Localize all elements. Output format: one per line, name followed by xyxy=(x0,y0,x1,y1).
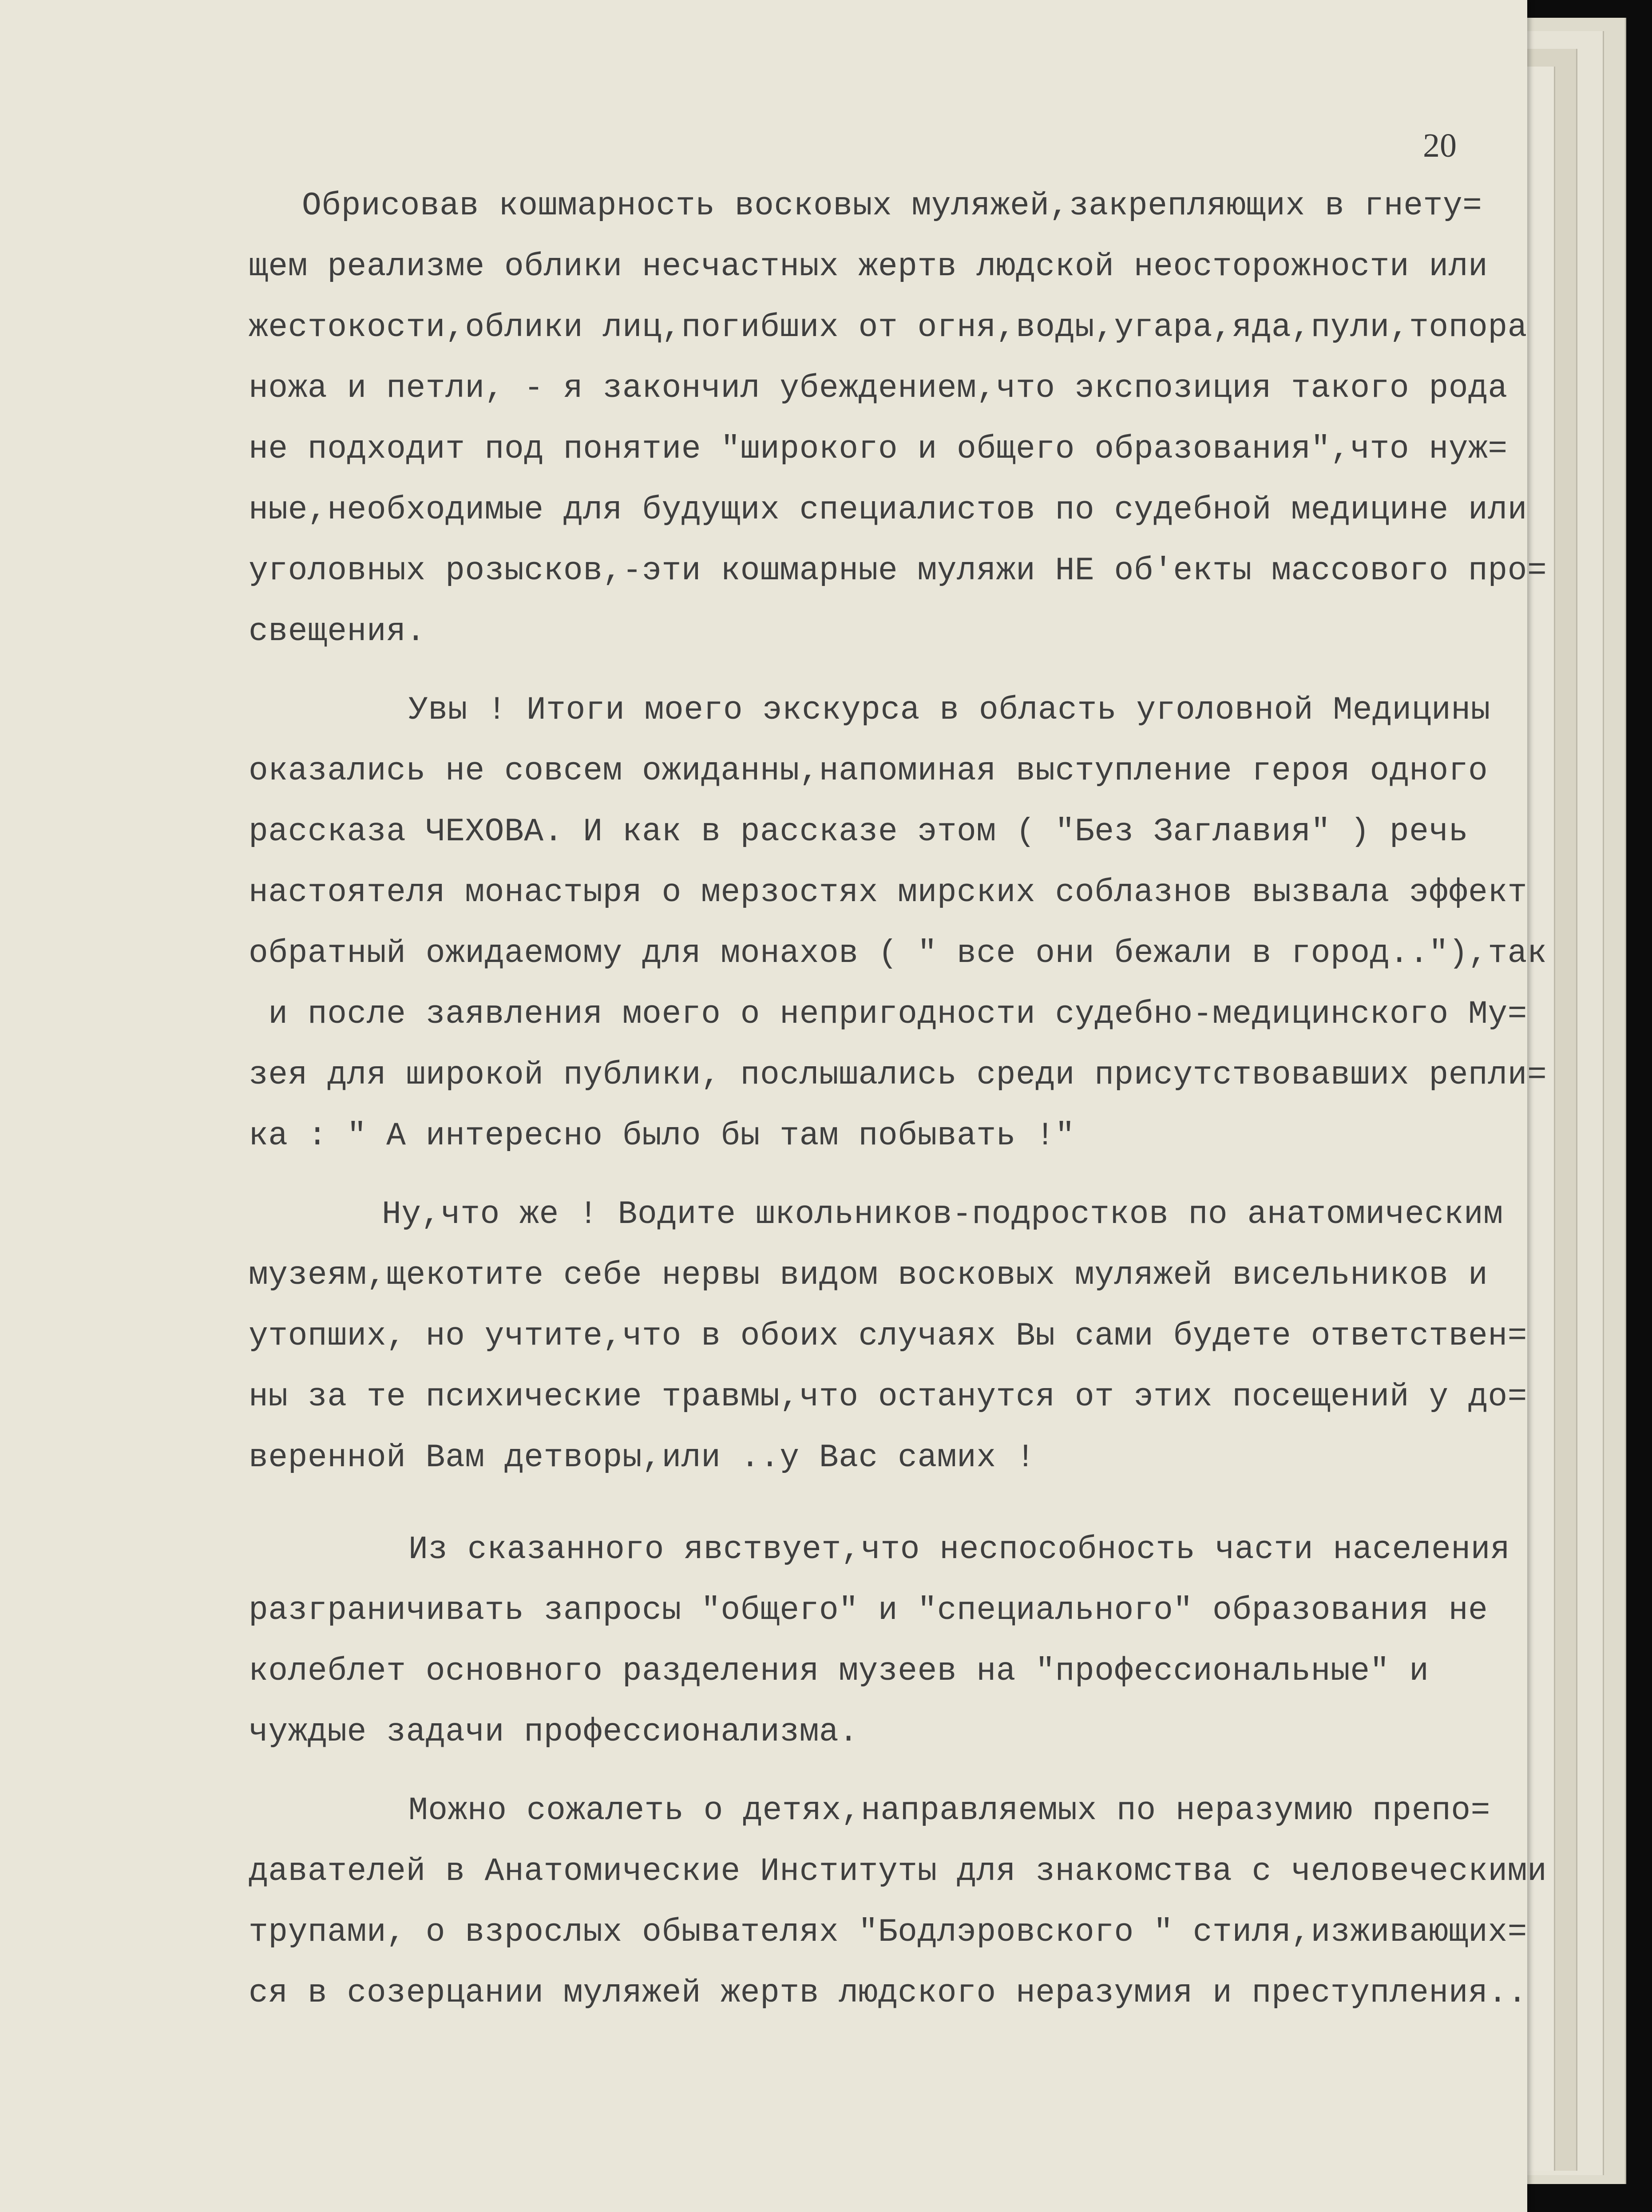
text-line: оказались не совсем ожиданны,напоминая выступление героя одного xyxy=(249,752,1488,789)
text-line: щем реализме облики несчастных жертв людской неосторожности или xyxy=(249,248,1488,285)
text-line: чуждые задачи профессионализма. xyxy=(249,1713,859,1750)
paragraph xyxy=(249,1184,1572,1488)
text-line: обратный ожидаемому для монахов ( " все они бежали в город.."),так xyxy=(249,935,1547,972)
text-line: Обрисовав кошмарность восковых муляжей,закрепляющих в гнету= xyxy=(302,187,1482,224)
paragraph xyxy=(249,680,1572,1166)
text-line: свещения. xyxy=(249,613,426,650)
text-line: музеям,щекотите себе нервы видом восковых муляжей висельников и xyxy=(249,1257,1488,1294)
text-line: веренной Вам детворы,или ..у Вас самих ! xyxy=(249,1439,1036,1476)
text-line: не подходит под понятие "широкого и общего образования",что нуж= xyxy=(249,431,1508,467)
text-line: ные,необходимые для будущих специалистов по судебной медицине или xyxy=(249,491,1527,528)
text-line: разграничивать запросы "общего" и "специального" образования не xyxy=(249,1592,1488,1629)
text-line: уголовных розысков,-эти кошмарные муляжи НЕ об'екты массового про= xyxy=(249,552,1547,589)
text-line: Из сказанного явствует,что неспособность части населения xyxy=(408,1531,1510,1568)
text-line: Увы ! Итоги моего экскурса в область уголовной Медицины xyxy=(408,692,1490,728)
paragraph xyxy=(249,1780,1572,2023)
typed-text-body xyxy=(249,175,1572,2023)
text-line: жестокости,облики лиц,погибших от огня,воды,угара,яда,пули,топора xyxy=(249,309,1527,346)
text-line: Можно сожалеть о детях,направляемых по неразумию препо= xyxy=(408,1792,1490,1829)
page-number: 20 xyxy=(1423,127,1457,164)
text-line: давателей в Анатомические Институты для знакомства с человеческими xyxy=(249,1853,1547,1890)
text-line: настоятеля монастыря о мерзостях мирских соблазнов вызвала эффект xyxy=(249,874,1527,911)
text-line: Ну,что же ! Водите школьников-подростков по анатомическим xyxy=(382,1196,1503,1233)
text-line: колеблет основного разделения музеев на "профессиональные" и xyxy=(249,1653,1429,1690)
text-line: и после заявления моего о непригодности судебно-медицинского Му= xyxy=(249,996,1527,1033)
text-line: трупами, о взрослых обывателях "Бодлэровского " стиля,изживающих= xyxy=(249,1914,1527,1951)
text-line: зея для широкой публики, послышались среди присутствовавших репли= xyxy=(249,1057,1547,1093)
paragraph xyxy=(249,175,1572,662)
text-line: ся в созерцании муляжей жертв людского неразумия и преступления.. xyxy=(249,1975,1527,2011)
text-line: утопших, но учтите,что в обоих случаях Вы сами будете ответствен= xyxy=(249,1318,1527,1354)
text-line: ка : " А интересно было бы там побывать !" xyxy=(249,1117,1075,1154)
text-line: рассказа ЧЕХОВА. И как в рассказе этом ( "Без Заглавия" ) речь xyxy=(249,813,1469,850)
text-line: ножа и петли, - я закончил убеждением,что экспозиция такого рода xyxy=(249,370,1508,407)
paragraph xyxy=(249,1519,1572,1762)
text-line: ны за те психические травмы,что останутся от этих посещений у до= xyxy=(249,1378,1527,1415)
